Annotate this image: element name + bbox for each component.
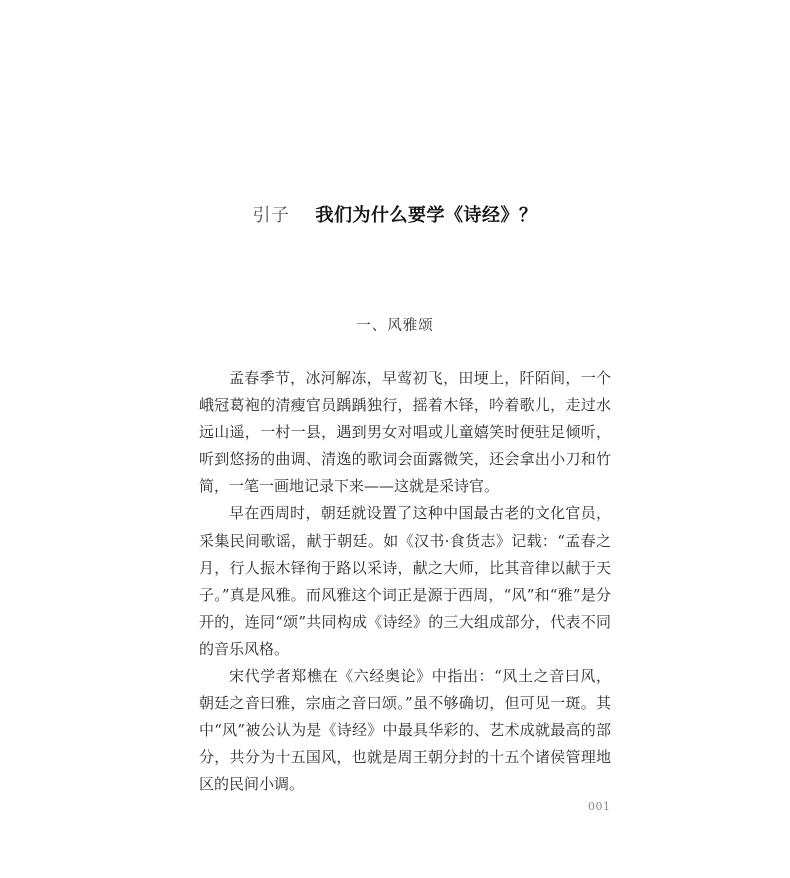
paragraph: 早在西周时，朝廷就设置了这种中国最古老的文化官员，采集民间歌谣，献于朝廷。如《汉书·食货志》记载：“孟春之月，行人振木铎徇于路以采诗，献之大师，比其音律以献于天子。”真是风雅。而风雅这个词正是源于西周，“风”和“雅”是分开的，连同“颂”共同构成《诗经》的三大组成部分，代表不同的音乐风格。 [199, 504, 611, 658]
body-text [199, 365, 611, 799]
page-number: 001 [588, 800, 611, 813]
paragraph: 孟春季节，冰河解冻，早莺初飞，田埂上，阡陌间，一个峨冠葛袍的清瘦官员踽踽独行，摇着木铎，吟着歌儿，走过水远山遥，一村一县，遇到男女对唱或儿童嬉笑时便驻足倾听，听到悠扬的曲调、清逸的歌词会面露微笑，还会拿出小刀和竹简，一笔一画地记录下来——这就是采诗官。 [199, 369, 611, 496]
chapter-title: 我们为什么要学《诗经》？ [315, 205, 538, 226]
chapter-heading [0, 201, 790, 227]
chapter-label: 引子 [252, 205, 290, 226]
paragraph: 宋代学者郑樵在《六经奥论》中指出：“风土之音曰风，朝廷之音曰雅，宗庙之音曰颂。”虽不够确切，但可见一斑。其中“风”被公认为是《诗经》中最具华彩的、艺术成就最高的部分，共分为十五国风，也就是周王朝分封的十五个诸侯管理地区的民间小调。 [199, 667, 611, 794]
section-heading: 一、风雅颂 [356, 318, 434, 334]
